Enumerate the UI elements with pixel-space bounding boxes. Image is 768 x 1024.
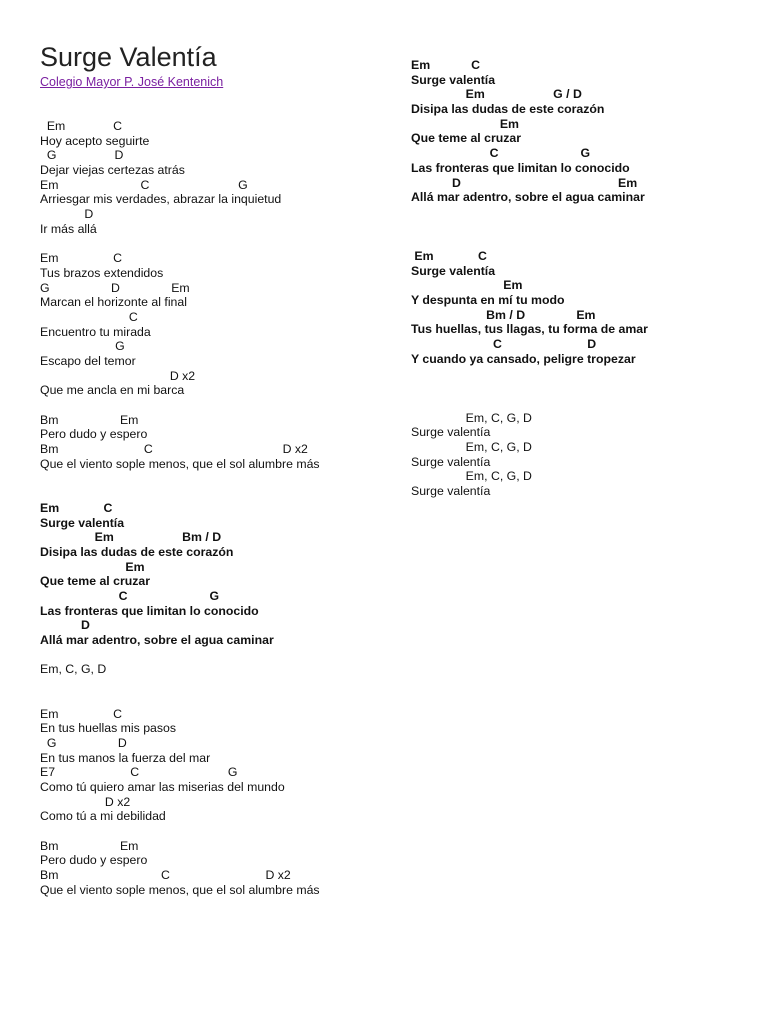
song-line: Disipa las dudas de este corazón xyxy=(411,102,605,117)
song-line: Y cuando ya cansado, peligre tropezar xyxy=(411,351,636,366)
song-line: G xyxy=(40,339,125,354)
song-line xyxy=(411,366,768,381)
song-line: Em, C, G, D xyxy=(40,662,107,677)
song-line: Em C xyxy=(40,706,122,721)
song-line: Bm Em xyxy=(40,412,139,427)
song-line: En tus huellas mis pasos xyxy=(40,721,177,736)
song-line xyxy=(411,205,768,220)
song-line: Las fronteras que limitan lo conocido xyxy=(411,160,630,175)
song-line: Hoy acepto seguirte xyxy=(40,133,150,148)
song-line: Como tú quiero amar las miserias del mundo xyxy=(40,779,285,794)
song-line xyxy=(411,220,768,235)
song-line: E7 C G xyxy=(40,765,238,780)
song-line: G D Em xyxy=(40,280,190,295)
song-line: Em xyxy=(411,278,523,293)
song-line: Surge valentía xyxy=(411,72,496,87)
song-line: Pero dudo y espero xyxy=(40,853,148,868)
right-column xyxy=(411,58,768,499)
song-line: Pero dudo y espero xyxy=(40,427,148,442)
song-line: Que teme al cruzar xyxy=(411,131,522,146)
song-line xyxy=(40,692,400,707)
song-line xyxy=(411,234,768,249)
song-line: Em, C, G, D xyxy=(411,469,532,484)
song-line: Tus brazos extendidos xyxy=(40,265,164,280)
song-line: Bm Em xyxy=(40,838,139,853)
song-line xyxy=(40,472,400,487)
page-title: Surge Valentía xyxy=(40,42,217,72)
song-line: Surge valentía xyxy=(40,515,125,530)
song-line: D Em xyxy=(411,175,638,190)
song-line: G D xyxy=(40,148,124,163)
song-line: Marcan el horizonte al final xyxy=(40,295,187,310)
song-line: Bm / D Em xyxy=(411,307,596,322)
song-line: Disipa las dudas de este corazón xyxy=(40,544,234,559)
song-line: Surge valentía xyxy=(411,483,491,498)
song-line xyxy=(411,381,768,396)
song-line: C G xyxy=(40,589,220,603)
song-line: G D xyxy=(40,735,127,750)
song-line xyxy=(411,396,768,411)
song-line: Em, C, G, D xyxy=(411,439,532,454)
song-line xyxy=(40,486,400,501)
song-line: D xyxy=(40,207,94,222)
song-line: Em C xyxy=(40,119,122,133)
song-line: Como tú a mi debilidad xyxy=(40,809,166,824)
song-line: Em C xyxy=(40,251,122,266)
song-line: Dejar viejas certezas atrás xyxy=(40,163,185,178)
song-line: Em C G xyxy=(40,177,248,192)
song-line xyxy=(40,824,400,839)
song-line: Em C xyxy=(40,500,113,515)
song-line: Escapo del temor xyxy=(40,354,136,368)
song-line: Em xyxy=(40,559,145,574)
song-line: Em xyxy=(411,116,519,131)
song-line: Bm C D x2 xyxy=(40,442,308,457)
left-column xyxy=(40,119,400,897)
song-line: Em, C, G, D xyxy=(411,410,532,425)
song-line: Arriesgar mis verdades, abrazar la inquietud xyxy=(40,192,282,207)
song-line: D xyxy=(40,618,90,633)
song-line: Que me ancla en mi barca xyxy=(40,383,185,398)
song-line: C G xyxy=(411,146,591,161)
song-line: Surge valentía xyxy=(411,454,491,469)
song-line: Y despunta en mí tu modo xyxy=(411,293,565,307)
song-line: C D xyxy=(411,337,597,352)
song-line: En tus manos la fuerza del mar xyxy=(40,750,211,765)
song-line: Ir más allá xyxy=(40,221,97,236)
song-line: Encuentro tu mirada xyxy=(40,324,151,339)
song-line: Em C xyxy=(411,248,487,263)
song-line: Em Bm / D xyxy=(40,530,222,545)
song-line: Allá mar adentro, sobre el agua caminar xyxy=(40,633,274,648)
song-line xyxy=(40,398,400,413)
song-line xyxy=(40,237,400,252)
song-line: Em G / D xyxy=(411,87,582,102)
song-line: Que el viento sople menos, que el sol alumbre más xyxy=(40,456,320,471)
song-line: D x2 xyxy=(40,368,196,383)
song-line: Surge valentía xyxy=(411,425,491,440)
song-line: Tus huellas, tus llagas, tu forma de amar xyxy=(411,322,648,337)
song-line xyxy=(40,677,400,692)
author-link[interactable]: Colegio Mayor P. José Kentenich xyxy=(40,75,224,89)
song-line: Allá mar adentro, sobre el agua caminar xyxy=(411,190,645,205)
song-line xyxy=(40,648,400,663)
song-line: Bm C D x2 xyxy=(40,868,291,883)
song-line: Surge valentía xyxy=(411,263,496,278)
song-line: Que teme al cruzar xyxy=(40,574,151,589)
song-line: Que el viento sople menos, que el sol alumbre más xyxy=(40,882,320,897)
song-line: D x2 xyxy=(40,794,131,809)
song-line: C xyxy=(40,309,138,324)
song-line: Em C xyxy=(411,58,481,72)
song-line: Las fronteras que limitan lo conocido xyxy=(40,603,259,618)
